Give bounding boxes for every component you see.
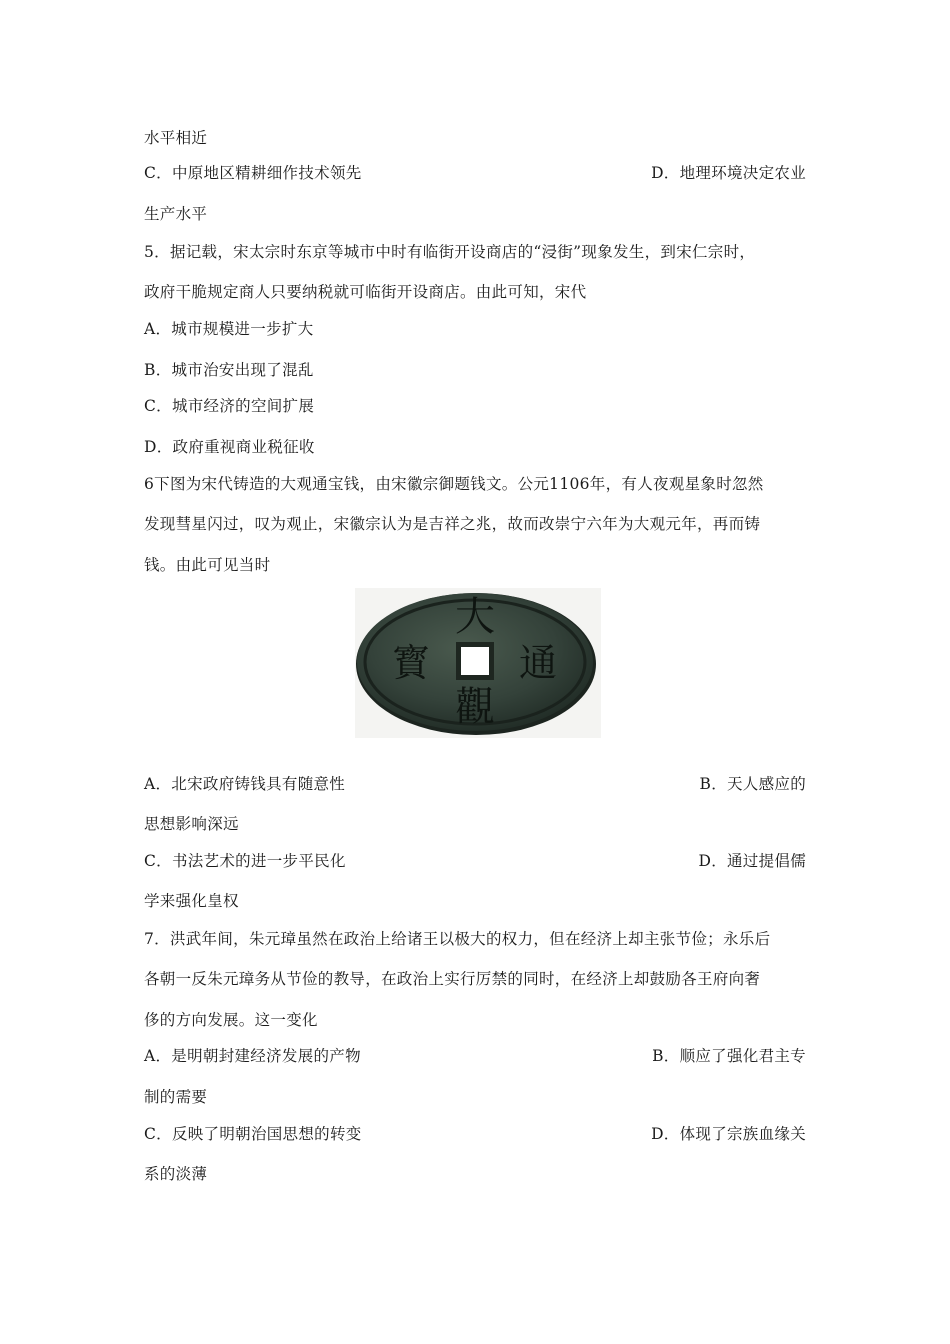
q7-stem-line2: 各朝一反朱元璋务从节俭的教导，在政治上实行厉禁的同时，在经济上却鼓励各王府向奢 bbox=[144, 970, 761, 988]
q6-option-b-continuation: 思想影响深远 bbox=[144, 815, 239, 833]
coin-image bbox=[355, 588, 601, 738]
q5-stem-line1: 5．据记载，宋太宗时东京等城市中时有临街开设商店的“浸街”现象发生，到宋仁宗时， bbox=[144, 243, 756, 261]
coin-char-top: 大 bbox=[455, 594, 495, 640]
q6-option-a: A．北宋政府铸钱具有随意性 bbox=[144, 775, 346, 793]
q5-option-b: B．城市治安出现了混乱 bbox=[144, 361, 314, 379]
q6-stem-line1: 6下图为宋代铸造的大观通宝钱，由宋徽宗御题钱文。公元1106年，有人夜观星象时忽然 bbox=[144, 475, 764, 493]
prev-option-d-continuation: 生产水平 bbox=[144, 205, 208, 223]
q6-stem-line2: 发现彗星闪过，叹为观止，宋徽宗认为是吉祥之兆，故而改崇宁六年为大观元年，再而铸 bbox=[144, 515, 761, 533]
q6-option-b: B．天人感应的 bbox=[699, 775, 806, 793]
q5-option-d: D．政府重视商业税征收 bbox=[144, 438, 315, 456]
q6-option-d: D．通过提倡儒 bbox=[698, 852, 806, 870]
coin-square-hole bbox=[461, 647, 489, 675]
q7-option-c: C．反映了明朝治国思想的转变 bbox=[144, 1125, 362, 1143]
q7-option-b-continuation: 制的需要 bbox=[144, 1088, 208, 1106]
prev-option-c: C．中原地区精耕细作技术领先 bbox=[144, 164, 362, 182]
q7-option-b: B．顺应了强化君主专 bbox=[652, 1047, 806, 1065]
coin-char-right: 通 bbox=[518, 641, 558, 685]
q7-stem-line1: 7．洪武年间，朱元璋虽然在政治上给诸王以极大的权力，但在经济上却主张节俭；永乐后 bbox=[144, 930, 771, 948]
q5-option-c: C．城市经济的空间扩展 bbox=[144, 397, 315, 415]
q6-option-c: C．书法艺术的进一步平民化 bbox=[144, 852, 346, 870]
prev-option-d: D．地理环境决定农业 bbox=[651, 164, 806, 182]
q7-option-d: D．体现了宗族血缘关 bbox=[651, 1125, 806, 1143]
prev-question-continuation: 水平相近 bbox=[144, 129, 208, 147]
q5-stem-line2: 政府干脆规定商人只要纳税就可临街开设商店。由此可知，宋代 bbox=[144, 283, 587, 301]
coin-char-bottom: 觀 bbox=[455, 684, 495, 730]
q7-stem-line3: 侈的方向发展。这一变化 bbox=[144, 1011, 318, 1029]
coin-illustration bbox=[355, 588, 601, 738]
q7-option-a: A．是明朝封建经济发展的产物 bbox=[144, 1047, 361, 1065]
q7-option-d-continuation: 系的淡薄 bbox=[144, 1165, 208, 1183]
q6-stem-line3: 钱。由此可见当时 bbox=[144, 556, 271, 574]
q5-option-a: A．城市规模进一步扩大 bbox=[144, 320, 314, 338]
q6-option-d-continuation: 学来强化皇权 bbox=[144, 892, 239, 910]
coin-char-left: 寳 bbox=[391, 641, 431, 685]
